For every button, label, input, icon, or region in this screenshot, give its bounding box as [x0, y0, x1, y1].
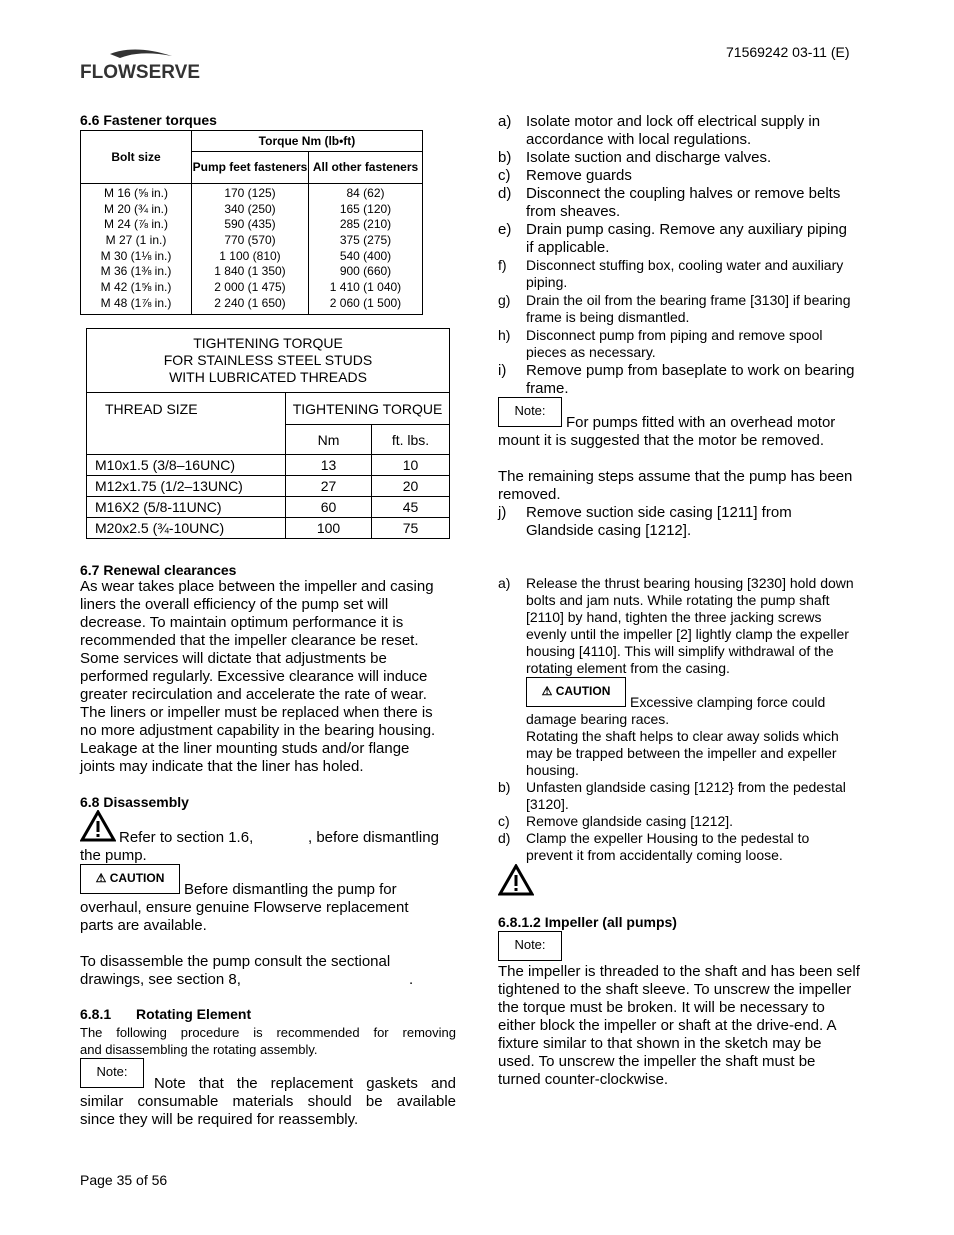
caution-label: CAUTION — [109, 871, 165, 885]
text-line: Isolate suction and discharge valves. — [526, 149, 772, 166]
caution-label: CAUTION — [555, 684, 611, 698]
text-line: Clamp the expeller Housing to the pedestal to — [526, 830, 810, 846]
text-line: the torque must be broken. It will be necessary to — [498, 999, 825, 1016]
table-cell: M 42 (1⅝ in.) — [100, 280, 172, 295]
table-cell: M10x1.5 (3/8–16UNC) — [87, 455, 286, 476]
item-label: c) — [498, 167, 511, 184]
text-line: Remove glandside casing [1212]. — [526, 813, 734, 829]
text-line: evenly until the impeller [2] lightly clamp the expeller — [526, 626, 849, 642]
text-line: turned counter-clockwise. — [498, 1071, 669, 1088]
table-cell: 900 (660) — [339, 264, 392, 279]
table-cell: 10 — [372, 455, 450, 476]
text-line: Disconnect stuffing box, cooling water and auxiliary — [526, 257, 844, 273]
table-cell: 1 100 (810) — [219, 248, 281, 263]
caution-icon: ⚠ — [95, 871, 107, 885]
section-heading-disassembly: 6.8 Disassembly — [80, 794, 189, 810]
text-line: joints may indicate that the liner has holed. — [80, 758, 364, 775]
col-torque: Torque Nm (lb•ft) — [192, 131, 423, 152]
fastener-torque-table — [80, 130, 423, 315]
section-heading-rotating-title: Rotating Element — [136, 1006, 252, 1022]
text-line: performed regularly. Excessive clearance will induce — [80, 668, 428, 685]
col-ft-lbs: ft. lbs. — [372, 425, 450, 455]
text-line: Drain the oil from the bearing frame [3130] if bearing — [526, 292, 851, 308]
table-cell: M 48 (1⅞ in.) — [100, 295, 172, 310]
text-line: if applicable. — [526, 239, 610, 256]
item-label: j) — [498, 504, 507, 521]
logo-text: FLOWSERVE — [80, 62, 200, 82]
text-line: piping. — [526, 274, 568, 290]
text-line: either block the impeller or shaft at the drive-end. A — [498, 1017, 837, 1034]
text-line: accordance with local regulations. — [526, 131, 752, 148]
table-cell: 2 240 (1 650) — [214, 295, 286, 310]
table-cell: 170 (125) — [224, 186, 276, 200]
text-line: greater recirculation and accelerate the rate of wear. — [80, 686, 427, 703]
table-cell: M 36 (1⅜ in.) — [100, 264, 172, 279]
rotating-note-2: similar consumable materials should be available — [80, 1093, 456, 1110]
text-line: no more adjustment capability in the bearing housing. — [80, 722, 436, 739]
item-label: g) — [498, 292, 511, 308]
note-badge: Note: — [498, 931, 562, 961]
text-line: Isolate motor and lock off electrical supply in — [526, 113, 821, 130]
caution-badge — [80, 864, 180, 894]
text-line: Remove pump from baseplate to work on bearing — [526, 362, 855, 379]
caution-text-1: Before dismantling the pump for — [184, 881, 397, 898]
rotating-note-1: Note that the replacement gaskets and — [154, 1075, 456, 1092]
text-line: pieces as necessary. — [526, 344, 656, 360]
text-line: prevent it from accidentally coming loose. — [526, 847, 783, 863]
item-label: b) — [498, 779, 511, 795]
text-line: from sheaves. — [526, 203, 621, 220]
table-cell: 2 000 (1 475) — [214, 280, 286, 295]
remaining-text-2: removed. — [498, 486, 561, 503]
warning-icon — [80, 810, 116, 847]
item-label: d) — [498, 185, 512, 202]
text-line: [2110] by hand, tighten the three jacking screws — [526, 609, 822, 625]
text-line: frame. — [526, 380, 569, 397]
refer-text-b: , before dismantling — [308, 829, 439, 846]
col-nm: Nm — [286, 425, 372, 455]
title-line: FOR STAINLESS STEEL STUDS — [163, 352, 373, 368]
text-line: Unfasten glandside casing [1212} from the pedestal — [526, 779, 846, 795]
table-cell: M16X2 (5/8-11UNC) — [87, 497, 286, 518]
refer-text-2: the pump. — [80, 847, 147, 864]
text-line: frame is being dismantled. — [526, 309, 690, 325]
text-line: The impeller is threaded to the shaft and has been self — [498, 963, 860, 980]
table-cell: 1 410 (1 040) — [329, 280, 402, 295]
text-line: Some services will dictate that adjustments be — [80, 650, 387, 667]
item-label: a) — [498, 113, 512, 130]
table-cell: M12x1.75 (1/2–13UNC) — [87, 476, 286, 497]
col-tightening-torque: TIGHTENING TORQUE — [286, 393, 450, 425]
table-cell: 45 — [372, 497, 450, 518]
caution-badge — [526, 677, 626, 707]
text-line: Glandside casing [1212]. — [526, 522, 692, 539]
col-pump-feet: Pump feet fasteners — [192, 152, 309, 184]
caution-text-2: overhaul, ensure genuine Flowserve replacement — [80, 899, 409, 916]
table-cell: 1 840 (1 350) — [214, 264, 286, 279]
item-label: d) — [498, 830, 511, 846]
text-line: [3120]. — [526, 796, 569, 812]
table-cell: 60 — [286, 497, 372, 518]
text-line: fixture similar to that shown in the sketch may be — [498, 1035, 822, 1052]
table-cell: 84 (62) — [346, 186, 385, 200]
table-cell: 770 (570) — [224, 233, 276, 248]
item-label: c) — [498, 813, 510, 829]
section-heading-impeller: 6.8.1.2 Impeller (all pumps) — [498, 914, 677, 930]
text-line: used. To unscrew the impeller the shaft must be — [498, 1053, 816, 1070]
document-number: 71569242 03-11 (E) — [726, 44, 850, 60]
text-line: Drain pump casing. Remove any auxiliary piping — [526, 221, 847, 238]
consult-text-1: To disassemble the pump consult the sectional — [80, 953, 391, 970]
table-cell: M 30 (1⅛ in.) — [100, 248, 172, 263]
text-line: recommended that the impeller clearance be reset. — [80, 632, 419, 649]
text-line: tightened to the shaft sleeve. To unscrew the impeller — [498, 981, 852, 998]
all-other-column — [309, 184, 423, 315]
table-cell: M 24 (⅞ in.) — [103, 217, 169, 232]
pump-feet-column — [192, 184, 309, 315]
page-number: Page 35 of 56 — [80, 1172, 168, 1188]
table-cell: M 16 (⅝ in.) — [103, 186, 169, 200]
item-label: i) — [498, 362, 507, 379]
consult-text-2: drawings, see section 8, — [80, 971, 241, 988]
text-line: Remove guards — [526, 167, 632, 184]
text-line: Leakage at the liner mounting studs and/or flange — [80, 740, 410, 757]
table-cell: 375 (275) — [339, 233, 392, 248]
item-label: a) — [498, 575, 511, 591]
table-cell: 20 — [372, 476, 450, 497]
flowserve-logo — [80, 46, 200, 82]
caution-text-3: parts are available. — [80, 917, 207, 934]
table-cell: 13 — [286, 455, 372, 476]
table-row — [87, 497, 450, 518]
caution-text-1: Excessive clamping force could — [630, 694, 826, 710]
table-row — [87, 455, 450, 476]
table-title — [87, 329, 450, 393]
table-cell: M 20 (¾ in.) — [103, 201, 169, 216]
stainless-torque-table — [86, 328, 450, 539]
section-heading-rotating-num: 6.8.1 — [80, 1006, 112, 1022]
rotate-text-2: may be trapped between the impeller and expeller — [526, 745, 837, 761]
note-text-2: mount it is suggested that the motor be removed. — [498, 432, 825, 449]
col-thread-size: THREAD SIZE — [87, 393, 286, 455]
table-cell: 340 (250) — [224, 201, 276, 216]
rotating-note-3: since they will be required for reassembly. — [80, 1111, 359, 1128]
item-label: f) — [498, 257, 507, 273]
rotating-intro-2: and disassembling the rotating assembly. — [80, 1042, 318, 1057]
remaining-text-1: The remaining steps assume that the pump has been — [498, 468, 853, 485]
table-cell: 2 060 (1 500) — [329, 295, 402, 310]
table-cell: 540 (400) — [339, 248, 392, 263]
bolt-size-column — [81, 184, 192, 315]
table-row — [87, 518, 450, 539]
item-label: e) — [498, 221, 512, 238]
col-all-other: All other fasteners — [309, 152, 423, 184]
text-line: decrease. To maintain optimum performance it is — [80, 614, 404, 631]
text-line: Disconnect the coupling halves or remove belts — [526, 185, 841, 202]
col-bolt-size: Bolt size — [81, 131, 192, 184]
section-heading-fastener-torques: 6.6 Fastener torques — [80, 112, 217, 128]
note-badge: Note: — [498, 397, 562, 427]
table-cell: 165 (120) — [339, 201, 392, 216]
text-line: bolts and jam nuts. While rotating the pump shaft — [526, 592, 830, 608]
impeller-paragraph — [498, 963, 860, 1089]
table-cell: M 27 (1 in.) — [105, 233, 167, 248]
text-line: housing [4110]. This will simplify withdrawal of the — [526, 643, 834, 659]
text-line: rotating element from the casing. — [526, 660, 730, 676]
table-row — [87, 476, 450, 497]
text-line: liners the overall efficiency of the pump set will — [80, 596, 389, 613]
note-text-1: For pumps fitted with an overhead motor — [566, 414, 836, 431]
rotate-text-1: Rotating the shaft helps to clear away solids which — [526, 728, 839, 744]
text-line: Release the thrust bearing housing [3230] hold down — [526, 575, 854, 591]
table-cell: 75 — [372, 518, 450, 539]
refer-text-a: Refer to section 1.6, — [119, 829, 254, 846]
rotate-text-3: housing. — [526, 762, 579, 778]
item-label: b) — [498, 149, 512, 166]
table-cell: 100 — [286, 518, 372, 539]
caution-text-2: damage bearing races. — [526, 711, 670, 727]
renewal-paragraph — [80, 578, 435, 776]
table-cell: M20x2.5 (¾-10UNC) — [87, 518, 286, 539]
section-heading-renewal: 6.7 Renewal clearances — [80, 562, 237, 578]
warning-icon — [498, 864, 534, 901]
title-line: TIGHTENING TORQUE — [193, 335, 343, 351]
table-cell: 590 (435) — [224, 217, 276, 232]
table-cell: 285 (210) — [339, 217, 392, 232]
text-line: The liners or impeller must be replaced when there is — [80, 704, 433, 721]
note-badge: Note: — [80, 1058, 144, 1088]
rotating-intro-1: The following procedure is recommended for removing — [80, 1025, 456, 1040]
text-line: As wear takes place between the impeller and casing — [80, 578, 434, 595]
text-line: Disconnect pump from piping and remove spool — [526, 327, 823, 343]
text-line: Remove suction side casing [1211] from — [526, 504, 792, 521]
title-line: WITH LUBRICATED THREADS — [169, 369, 367, 385]
table-cell: 27 — [286, 476, 372, 497]
caution-icon: ⚠ — [541, 684, 553, 698]
item-label: h) — [498, 327, 511, 343]
consult-text-dot: . — [409, 971, 414, 988]
